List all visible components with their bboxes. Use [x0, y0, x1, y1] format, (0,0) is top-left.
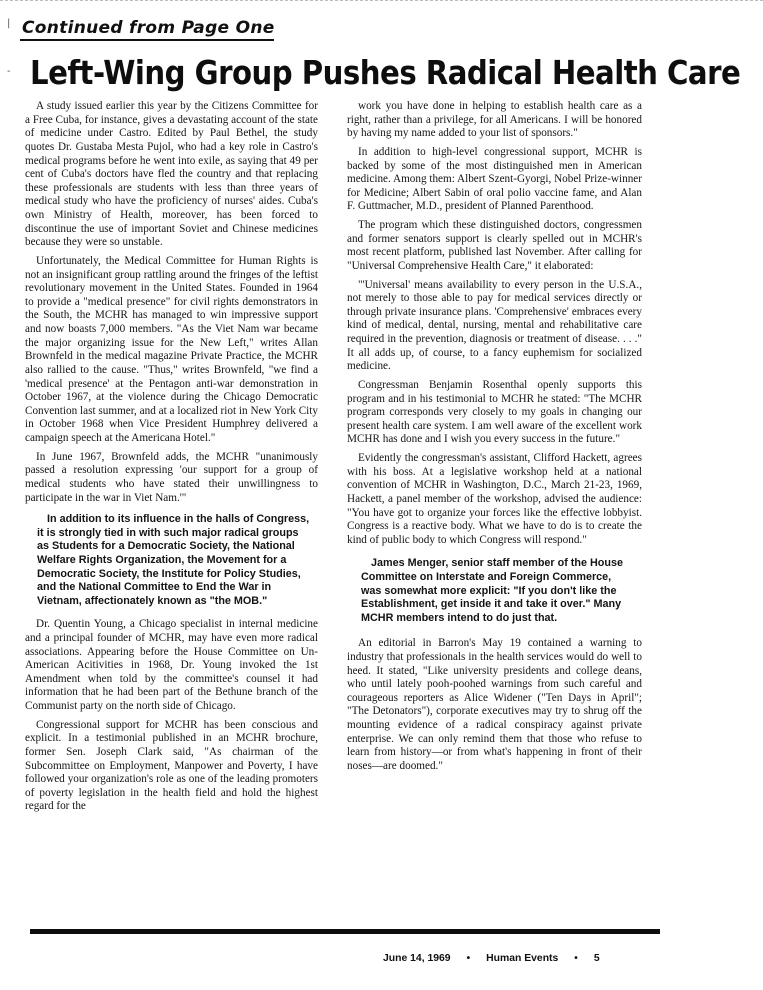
- footer-bullet: •: [574, 953, 578, 964]
- footer-bullet: •: [466, 953, 471, 964]
- top-edge-dashes: [0, 0, 763, 4]
- pull-quote-text: In addition to its influence in the halls of Congress, it is strongly tied in with such major radical groups as Students for a Democratic Society, the National Welfare Rights Organization, the Movement for a Democratic Society, the Institute for Policy Studies, and the National Committee to End the War in Vietnam, affectionately known as "the MOB.": [37, 513, 310, 607]
- kicker-underline: [20, 39, 274, 41]
- right-column: [347, 100, 642, 774]
- pull-quote: [361, 557, 632, 625]
- paragraph: Congressional support for MCHR has been conscious and explicit. In a testimonial published in an MCHR brochure, former Sen. Joseph Clark said, "As chairman of the Subcommittee on Employment, Manpower and Poverty, I have followed your organization's role as one of the leading promoters of poverty legislation in the health field and hold the highest regard for the: [25, 718, 318, 813]
- article-headline: Left-Wing Group Pushes Radical Health Care: [30, 53, 741, 92]
- paragraph: A study issued earlier this year by the Citizens Committee for a Free Cuba, for instance, gives a devastating account of the state of medicine under Castro. Edited by Paul Bethel, the study quotes Dr. Gustaba Mesta Pujol, who had a key role in Castro's medical programs before he went into exile, as saying that 49 per cent of Cuba's doctors have fled the country and that replacing these professionals are students with less than three years of medical study who have the proficiency of nurses' aides. Cuba's own Ministry of Health, moreover, has been forced to discontinue the use of important Soviet and Chinese medicines because they were so unstable.: [25, 100, 318, 249]
- left-edge-mark: |: [7, 18, 11, 29]
- paragraph: "'Universal' means availability to every person in the U.S.A., not merely to those able to pay for medical services directly or through private insurance plans. 'Comprehensive' embraces every kind of medical, dental, nursing, mental and rehabilitative care required in the prevention, diagnosis or treatment of disease. . . ." It all adds up, of course, to a fancy euphemism for socialized medicine.: [347, 278, 642, 373]
- paragraph: work you have done in helping to establish health care as a right, rather than a privilege, for all Americans. I will be honored by having my name added to your list of sponsors.": [347, 100, 642, 140]
- paragraph: The program which these distinguished doctors, congressmen and former senators support is clearly spelled out in MCHR's most recent platform, published last November. After calling for "Universal Comprehensive Health Care," it elaborated:: [347, 219, 642, 272]
- pull-quote-text: James Menger, senior staff member of the House Committee on Interstate and Foreign Commerce, was somewhat more explicit: "If you don't like the Establishment, get inside it and take it over." Many MCHR members intend to do just that.: [361, 557, 624, 624]
- page-footer: [383, 953, 643, 964]
- paragraph: Unfortunately, the Medical Committee for Human Rights is not an insignificant group rattling around the fringes of the leftist revolutionary movement in the United States. Founded in 1964 to provide a "medical presence" for civil rights demonstrators in the South, the MCHR has managed to win impressive support and now boasts 7,000 members. "As the Viet Nam war became the major organizing issue for the New Left," writes Allan Brownfeld in the medical magazine Private Practice, the MCHR also rallied to the cause. "Thus," writes Brownfeld, "we find a 'medical presence' at the Pentagon anti-war demonstration in October 1967, at the violence during the Chicago Democratic Convention last summer, and at a localized riot in New York City in October 1968 when Vice President Humphrey delivered a campaign speech at the Americana Hotel.": [25, 254, 318, 444]
- issue-date: June 14, 1969: [383, 953, 451, 964]
- paragraph: Evidently the congressman's assistant, Clifford Hackett, agrees with his boss. At a legislative workshop held at a national convention of MCHR in Washington, D.C., March 21-23, 1969, Hackett, a panel member of the workshop, advised the audience: "You have got to organize your forces like the effective lobbyist. Congress is a reactive body. What we have to do is to create the kind of public body to which Congress will respond.": [347, 452, 642, 546]
- continued-kicker: Continued from Page One: [22, 18, 275, 38]
- left-edge-mark: -: [7, 66, 11, 77]
- paragraph: Congressman Benjamin Rosenthal openly supports this program and in his testimonial to MCHR he stated: "The MCHR program corresponds very closely to my goals in changing our present health care system. I am well aware of the excellent work MCHR has done and I wish you every success in the future.": [347, 378, 642, 446]
- paragraph: Dr. Quentin Young, a Chicago specialist in internal medicine and a principal founder of MCHR, may have even more radical associations. Appearing before the House Committee on Un-American Acitivities in 1968, Dr. Young invoked the 1st Amendment when told by the committee's counsel it had information that he had been part of the Bethune branch of the Communist party on the north side of Chicago.: [25, 618, 318, 713]
- left-column: [25, 100, 318, 814]
- paragraph: An editorial in Barron's May 19 contained a warning to industry that professionals in the health services would do well to heed. It stated, "Like university presidents and college deans, who until lately pooh-poohed warnings from such careful and courageous reporters as Alice Widener ("Ten Days in April"; "The Detonators"), corporate executives may try to shrug off the mounting evidence of a radical conspiracy against private enterprise. We can only remind them that those who refuse to learn from history—or from what's happening in front of their noses—are doomed.": [347, 637, 642, 772]
- page-number: 5: [593, 953, 600, 964]
- footer-rule: [30, 929, 660, 934]
- pull-quote: [37, 513, 312, 608]
- paragraph: In June 1967, Brownfeld adds, the MCHR "unanimously passed a resolution expressing 'our support for a group of medical students who have stated their unwillingness to participate in the war in Viet Nam.'": [25, 450, 318, 504]
- publication-name: Human Events: [486, 953, 559, 964]
- paragraph: In addition to high-level congressional support, MCHR is backed by some of the most distinguished men in American medicine. Among them: Albert Szent-Gyorgi, Nobel Prize-winner for Medicine; Albert Sabin of oral polio vaccine fame, and Alan F. Guttmacher, M.D., president of Planned Parenthood.: [347, 145, 642, 213]
